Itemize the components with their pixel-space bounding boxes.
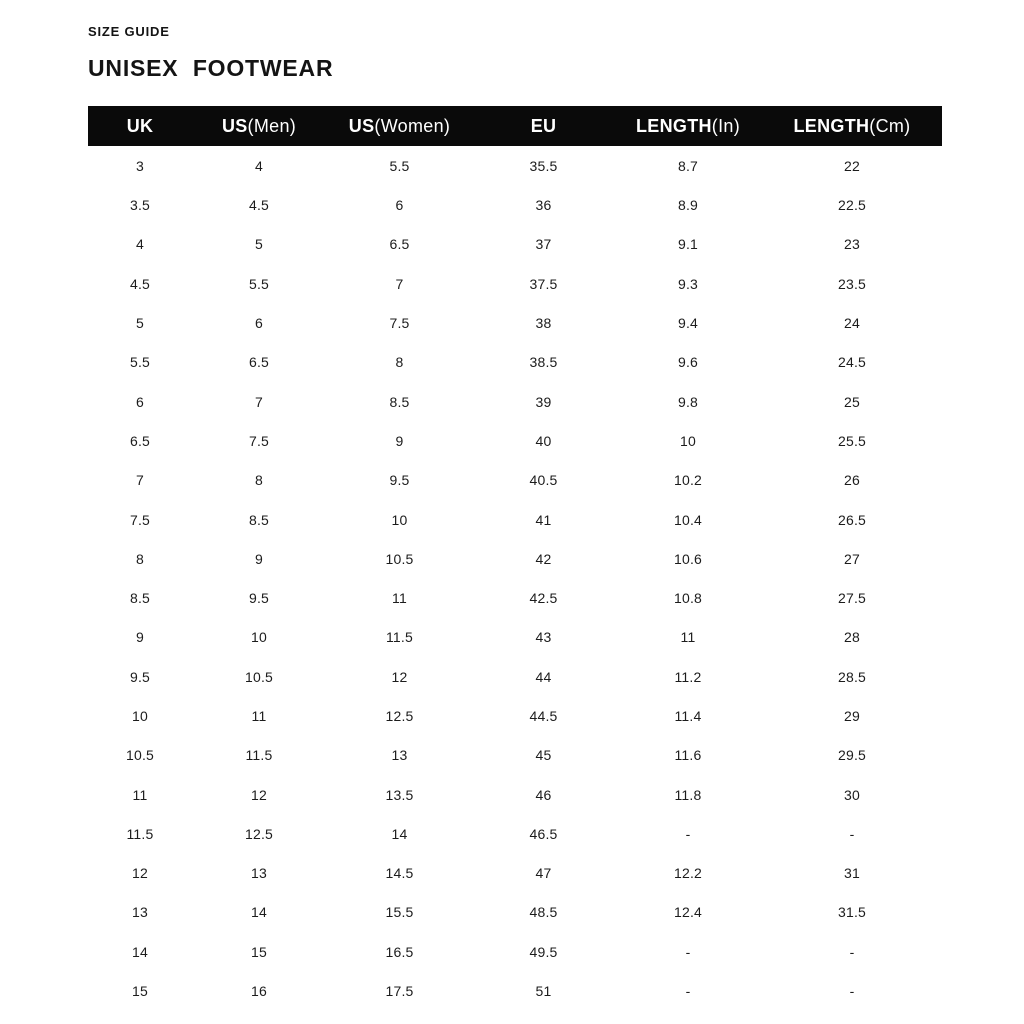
size-cell: 10.8	[673, 590, 703, 607]
column-header-strong: UK	[126, 115, 154, 136]
size-cell: 7.5	[129, 511, 151, 528]
size-cell: 9	[136, 629, 144, 646]
size-cell: 22.5	[837, 197, 867, 214]
size-cell: 10	[680, 432, 696, 449]
table-row	[88, 146, 942, 185]
size-cell: 8	[255, 472, 263, 489]
size-cell: 9.8	[677, 393, 699, 410]
size-cell: 15	[251, 943, 267, 960]
size-cell: 8.9	[677, 197, 699, 214]
size-cell: 9.5	[389, 472, 410, 489]
size-cell: 4	[136, 236, 144, 253]
size-cell: 16	[251, 983, 267, 1000]
size-cell: 6	[255, 315, 263, 332]
size-cell: 30	[844, 786, 860, 803]
column-header-strong: US	[221, 115, 248, 136]
size-cell: 12	[251, 786, 267, 803]
page-title: UNISEX FOOTWEAR	[88, 54, 334, 81]
size-cell: 43	[535, 629, 552, 646]
column-header	[762, 106, 942, 146]
size-cell: 12.5	[244, 825, 274, 842]
size-cell: 5	[255, 236, 263, 253]
table-row	[88, 814, 942, 853]
size-cell: 35.5	[529, 157, 558, 174]
size-cell: 10	[132, 707, 148, 724]
size-cell: 10.2	[673, 472, 703, 489]
table-row	[88, 971, 942, 1010]
size-cell: 26	[844, 472, 860, 489]
table-row	[88, 696, 942, 735]
size-cell: 16.5	[385, 943, 414, 960]
size-cell: -	[849, 825, 855, 842]
size-cell: 4	[255, 157, 263, 174]
column-header-strong: EU	[530, 115, 557, 136]
column-header-light: (In)	[711, 115, 740, 136]
size-cell: 13	[132, 904, 148, 921]
size-cell: 7.5	[248, 432, 270, 449]
size-cell: 46	[535, 786, 552, 803]
size-cell: 12	[391, 668, 408, 685]
size-cell: 11	[392, 590, 407, 607]
size-cell: 14	[391, 825, 408, 842]
size-cell: 14.5	[385, 865, 414, 882]
size-cell: 29	[844, 707, 860, 724]
size-cell: 11.5	[126, 825, 154, 842]
size-cell: 12	[132, 865, 148, 882]
size-cell: 9.1	[677, 236, 699, 253]
size-cell: 10	[251, 629, 267, 646]
size-cell: 10.5	[244, 668, 274, 685]
size-cell: 17.5	[385, 983, 414, 1000]
size-cell: 24	[844, 315, 860, 332]
size-cell: 6.5	[129, 432, 151, 449]
size-cell: 9.5	[248, 590, 270, 607]
size-cell: 5.5	[389, 157, 410, 174]
column-header-light: (Women)	[374, 115, 451, 136]
size-cell: 8	[395, 354, 404, 371]
size-cell: 9	[395, 432, 404, 449]
size-cell: 13	[251, 865, 267, 882]
column-header-light: (Cm)	[869, 115, 911, 136]
size-cell: 8.7	[677, 157, 699, 174]
size-cell: 12.5	[385, 707, 414, 724]
size-cell: 9.4	[677, 315, 699, 332]
table-row	[88, 264, 942, 303]
table-row	[88, 618, 942, 657]
size-cell: 5.5	[129, 354, 151, 371]
size-cell: 13	[391, 747, 408, 764]
table-row	[88, 500, 942, 539]
size-cell: 37	[535, 236, 552, 253]
size-cell: 15.5	[385, 904, 414, 921]
size-cell: 7	[255, 393, 263, 410]
size-cell: 46.5	[529, 825, 558, 842]
size-cell: 4.5	[129, 275, 151, 292]
table-row	[88, 657, 942, 696]
size-cell: 10.5	[125, 747, 155, 764]
size-cell: 6	[395, 197, 404, 214]
table-row	[88, 539, 942, 578]
size-cell: 41	[535, 511, 552, 528]
size-cell: 6.5	[389, 236, 410, 253]
column-header	[614, 106, 762, 146]
column-header-light: (Men)	[247, 115, 297, 136]
size-cell: 5	[136, 315, 144, 332]
size-cell: 14	[251, 904, 267, 921]
size-cell: 7	[136, 472, 144, 489]
column-header	[326, 106, 473, 146]
size-cell: 11.4	[674, 707, 702, 724]
size-cell: 25.5	[837, 432, 867, 449]
size-cell: 44.5	[529, 707, 558, 724]
size-cell: 39	[535, 393, 552, 410]
size-cell: 11.5	[245, 747, 273, 764]
size-cell: 31	[844, 865, 860, 882]
table-row	[88, 578, 942, 617]
size-cell: 51	[535, 983, 552, 1000]
size-cell: 8.5	[248, 511, 270, 528]
size-cell: 49.5	[529, 943, 558, 960]
size-cell: 12.2	[673, 865, 703, 882]
column-header	[473, 106, 614, 146]
size-cell: 7	[395, 275, 404, 292]
size-cell: 6.5	[248, 354, 270, 371]
size-cell: 15	[132, 983, 148, 1000]
table-row	[88, 343, 942, 382]
size-cell: 6	[136, 393, 144, 410]
size-cell: -	[849, 943, 855, 960]
size-cell: 9.3	[677, 275, 699, 292]
column-header-strong: LENGTH	[636, 115, 712, 136]
size-cell: 11.6	[674, 747, 702, 764]
size-cell: 9	[255, 550, 263, 567]
size-cell: 31.5	[837, 904, 867, 921]
size-cell: 3.5	[129, 197, 151, 214]
table-row	[88, 225, 942, 264]
size-cell: 40	[535, 432, 552, 449]
size-cell: 7.5	[389, 315, 410, 332]
size-table	[88, 106, 942, 1011]
size-guide-label: SIZE GUIDE	[88, 24, 170, 39]
table-row	[88, 461, 942, 500]
size-cell: 4.5	[248, 197, 270, 214]
size-cell: 11.8	[674, 786, 702, 803]
table-row	[88, 185, 942, 224]
size-cell: 23.5	[837, 275, 867, 292]
size-cell: 28	[844, 629, 860, 646]
size-cell: 11	[680, 629, 696, 646]
column-header	[192, 106, 326, 146]
size-cell: 23	[844, 236, 860, 253]
size-cell: 8.5	[389, 393, 410, 410]
size-cell: 10.6	[673, 550, 703, 567]
column-header	[88, 106, 192, 146]
size-cell: 48.5	[529, 904, 558, 921]
size-cell: -	[685, 825, 691, 842]
size-cell: 10.5	[385, 550, 414, 567]
table-row	[88, 775, 942, 814]
table-row	[88, 303, 942, 342]
size-cell: 9.6	[677, 354, 699, 371]
size-cell: 25	[844, 393, 860, 410]
size-cell: 36	[535, 197, 552, 214]
column-header-strong: US	[348, 115, 375, 136]
size-cell: 42	[535, 550, 552, 567]
table-row	[88, 421, 942, 460]
size-cell: 3	[136, 157, 144, 174]
size-cell: -	[685, 943, 691, 960]
size-cell: 47	[535, 865, 552, 882]
size-cell: 24.5	[837, 354, 867, 371]
size-cell: 27.5	[837, 590, 867, 607]
table-row	[88, 932, 942, 971]
size-cell: 10.4	[673, 511, 703, 528]
size-cell: 40.5	[529, 472, 558, 489]
size-cell: 5.5	[248, 275, 270, 292]
size-cell: 10	[391, 511, 408, 528]
table-row	[88, 736, 942, 775]
size-cell: -	[849, 983, 855, 1000]
size-cell: 26.5	[837, 511, 867, 528]
size-cell: 27	[844, 550, 860, 567]
size-cell: 14	[132, 943, 148, 960]
size-cell: 28.5	[837, 668, 867, 685]
size-cell: 12.4	[673, 904, 703, 921]
size-cell: 38.5	[529, 354, 558, 371]
column-header-strong: LENGTH	[793, 115, 870, 136]
size-cell: 42.5	[529, 590, 558, 607]
size-cell: 11.5	[385, 629, 413, 646]
table-row	[88, 854, 942, 893]
size-cell: 13.5	[385, 786, 414, 803]
size-cell: 44	[535, 668, 552, 685]
size-cell: 11	[251, 707, 267, 724]
size-cell: 8	[136, 550, 144, 567]
table-row	[88, 893, 942, 932]
size-cell: 22	[844, 157, 860, 174]
size-cell: 9.5	[129, 668, 151, 685]
size-cell: 11	[132, 786, 148, 803]
size-cell: 11.2	[674, 668, 702, 685]
table-row	[88, 382, 942, 421]
table-header-row	[88, 106, 942, 146]
size-cell: 29.5	[837, 747, 867, 764]
size-cell: 8.5	[129, 590, 151, 607]
size-cell: -	[685, 983, 691, 1000]
size-cell: 37.5	[529, 275, 558, 292]
size-cell: 38	[535, 315, 552, 332]
size-cell: 45	[535, 747, 552, 764]
table-body	[88, 146, 942, 1011]
